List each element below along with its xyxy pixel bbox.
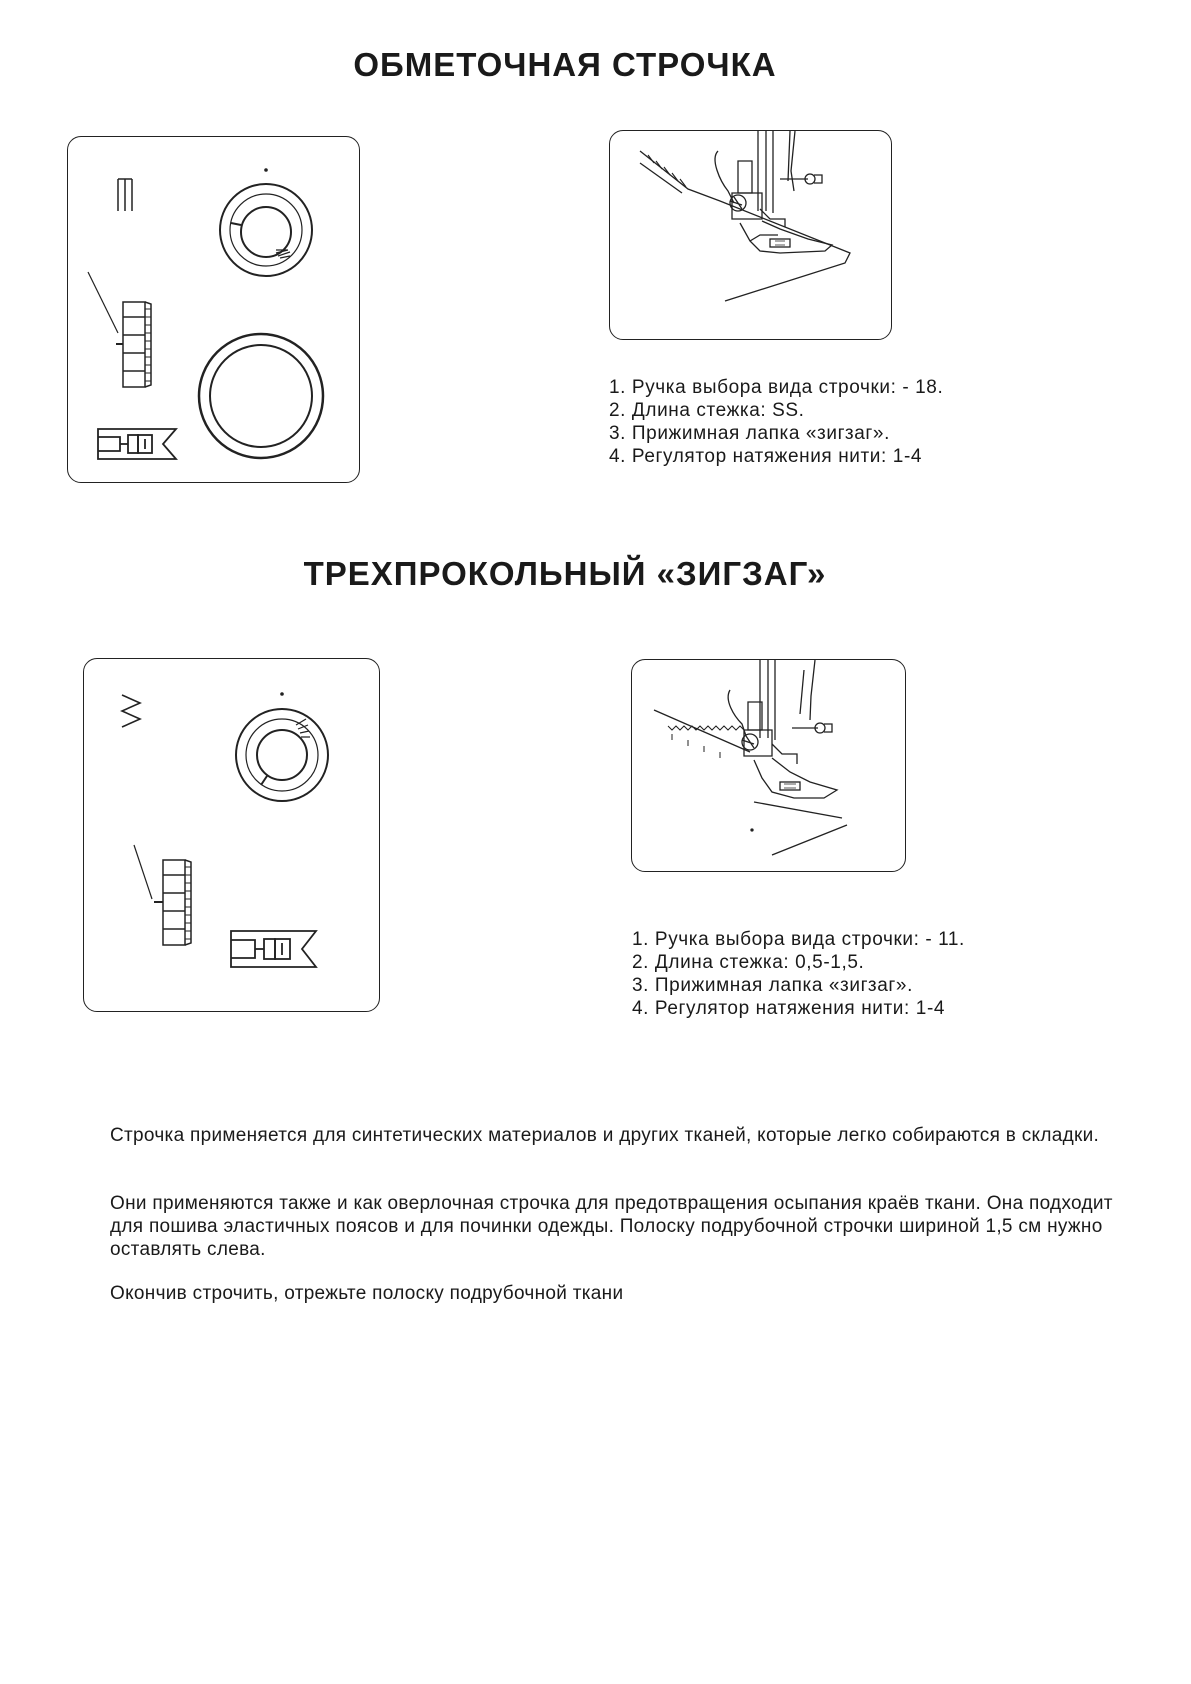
section1-control-panel [67, 136, 360, 483]
section2-presser-foot-illustration [631, 659, 906, 872]
zigzag-foot-icon [98, 429, 176, 459]
setting-item: 2. Длина стежка: SS. [609, 400, 805, 421]
setting-item: 4. Регулятор натяжения нити: 1-4 [609, 446, 923, 467]
description-paragraph: Строчка применяется для синтетических материалов и других тканей, которые легко собираются в складки. [110, 1125, 1100, 1146]
zigzag-foot-icon [231, 931, 316, 967]
setting-item: 1. Ручка выбора вида строчки: - 18. [609, 377, 944, 398]
stitch-pattern-icon [122, 695, 140, 727]
section2-settings-list [632, 928, 965, 1020]
stitch-length-dial-icon [134, 845, 191, 945]
section2-control-panel [83, 658, 380, 1012]
description-paragraph: Они применяются также и как оверлочная строчка для предотвращения осыпания краёв ткани. Она подходит для пошива эластичных поясов и для починки одежды. Полоску подрубочной строчки шириной 1,5 см нужно оставлять слева. [110, 1193, 1113, 1260]
tension-dial-icon [199, 334, 323, 458]
section1-settings-list [609, 376, 943, 468]
stitch-selector-dial-icon [220, 168, 312, 276]
setting-item: 2. Длина стежка: 0,5-1,5. [632, 952, 865, 973]
setting-item: 3. Прижимная лапка «зигзаг». [632, 975, 913, 996]
setting-item: 1. Ручка выбора вида строчки: - 11. [632, 929, 965, 950]
section1-presser-foot-illustration [609, 130, 892, 340]
stitch-selector-dial-icon [236, 692, 328, 801]
description-paragraph: Окончив строчить, отрежьте полоску подрубочной ткани [110, 1283, 624, 1304]
setting-item: 4. Регулятор натяжения нити: 1-4 [632, 998, 946, 1019]
setting-item: 3. Прижимная лапка «зигзаг». [609, 423, 890, 444]
stitch-pattern-icon [118, 179, 132, 211]
section1-title: ОБМЕТОЧНАЯ СТРОЧКА [353, 46, 777, 83]
stitch-length-dial-icon [88, 272, 151, 387]
section2-title: ТРЕХПРОКОЛЬНЫЙ «ЗИГЗАГ» [303, 555, 827, 592]
